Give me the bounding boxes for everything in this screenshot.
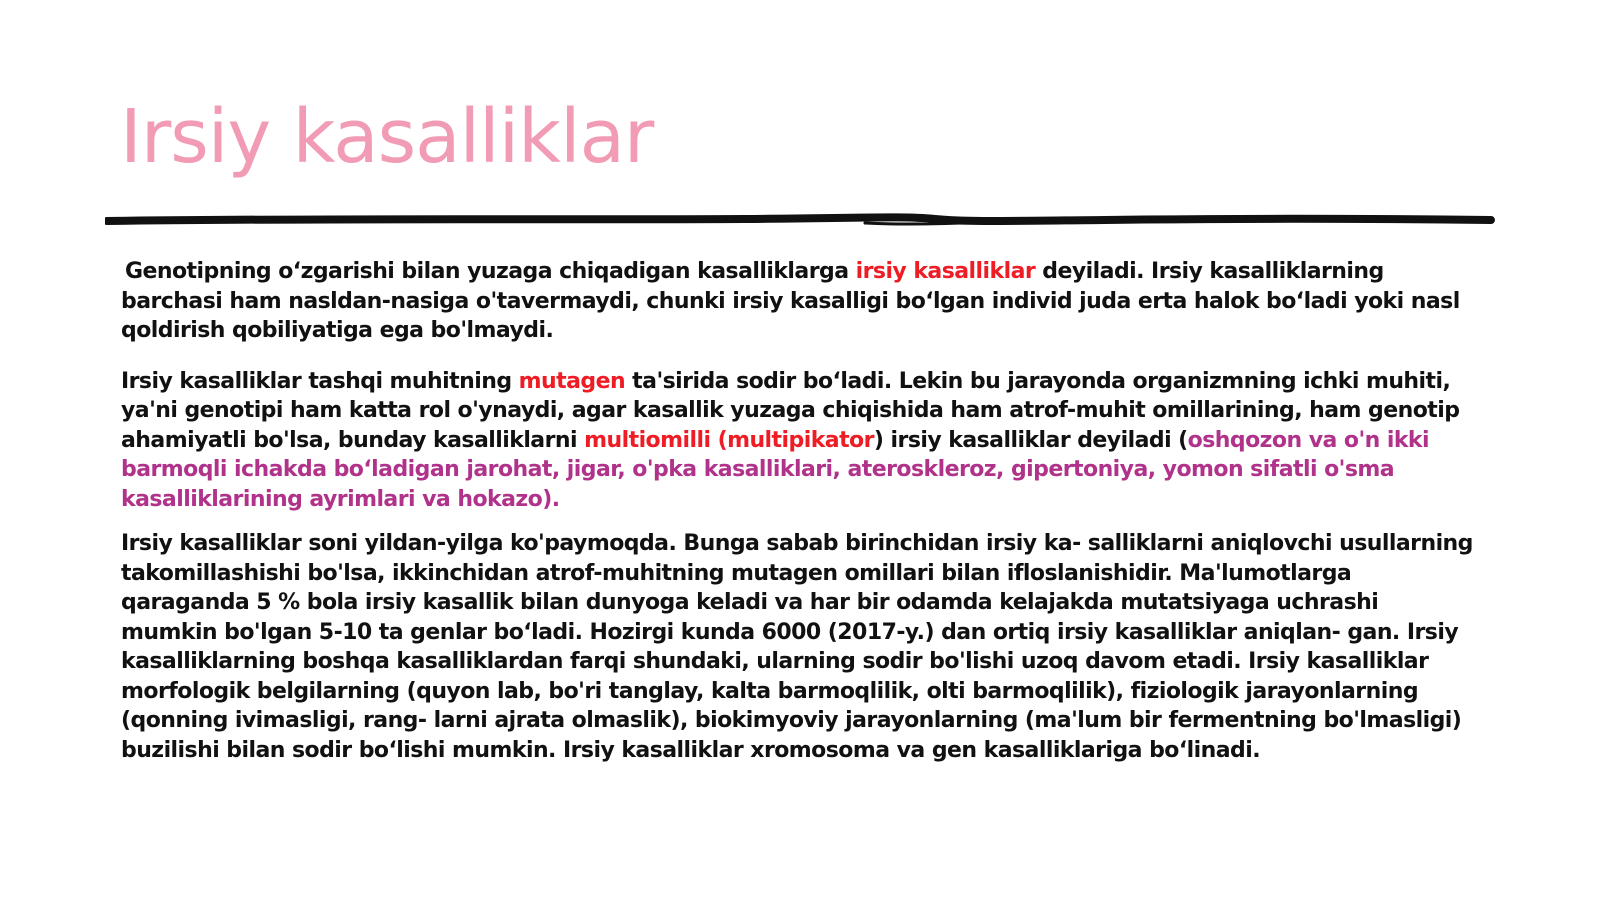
examples-list: oshqozon va o'n ikki barmoqli ichakda bo‘ladigan jarohat, jigar, o'pka kasalliklari, ateroskleroz, gipertoniya, yomon sifatli o'sma kasalliklarining ayrimlari va hokazo). <box>121 427 1430 512</box>
paragraph-definition <box>121 257 1481 346</box>
highlight-multiomilli: multiomilli (multipikator <box>584 427 874 453</box>
paragraph-text: deyiladi. Irsiy kasalliklarning barchasi ham nasldan-nasiga o'tavermaydi, chunki irsiy kasalligi bo‘lgan individ juda erta halok bo‘ladi yoki nasl qoldirish qobiliyatiga ega bo'lmaydi. <box>121 259 1460 343</box>
paragraph-text: Irsiy kasalliklar tashqi muhitning <box>121 368 519 394</box>
paragraph-text: Genotipning o‘zgarishi bilan yuzaga chiqadigan kasalliklarga <box>125 259 856 284</box>
paragraph-text: ) irsiy kasalliklar deyiladi ( <box>873 427 1188 453</box>
slide-title: Irsiy kasalliklar <box>120 94 654 180</box>
highlight-mutagen: mutagen <box>518 368 626 394</box>
paragraph-statistics: Irsiy kasalliklar soni yildan-yilga ko'paymoqda. Bunga sabab birinchidan irsiy ka- salliklarni aniqlovchi usullarning takomillashishi bo'lsa, ikkinchidan atrof-muhitning mutagen omillari bilan ifloslanishidir. Ma'lumotlarga qaraganda 5 % bola irsiy kasallik bilan dunyoga keladi va har bir odamda kelajakda mutatsiyaga uchrashi mumkin bo'lgan 5-10 ta genlar bo‘ladi. Hozirgi kunda 6000 (2017-y.) dan ortiq irsiy kasalliklar aniqlan- gan. Irsiy kasalliklarning boshqa kasalliklardan farqi shundaki, ularning sodir bo'lishi uzoq davom etadi. Irsiy kasalliklar morfologik belgilarning (quyon lab, bo'ri tanglay, kalta barmoqlilik, olti barmoqlilik), fiziologik jarayonlarning (qonning ivimasligi, rang- larni ajrata olmaslik), biokimyoviy jarayonlarning (ma'lum bir fermentning bo'lmasligi) buzilishi bilan sodir bo‘lishi mumkin. Irsiy kasalliklar xromosoma va gen kasalliklariga bo‘linadi. <box>121 531 1473 763</box>
divider-stroke-thin <box>865 222 985 224</box>
paragraph-text: ta'sirida sodir bo‘ladi. Lekin bu jarayonda organizmning ichki muhiti, ya'ni genotipi ham katta rol o'ynaydi, agar kasallik yuzaga chiqishida ham atrof-muhit omillarining, ham genotip ahamiyatli bo'lsa, bunday kasalliklarni <box>121 368 1460 453</box>
divider-stroke <box>107 217 1491 221</box>
title-divider-line <box>105 210 1495 230</box>
paragraph-mutagen <box>121 367 1481 515</box>
body-text <box>121 257 1481 765</box>
highlight-irsiy-kasalliklar: irsiy kasalliklar <box>855 259 1036 284</box>
